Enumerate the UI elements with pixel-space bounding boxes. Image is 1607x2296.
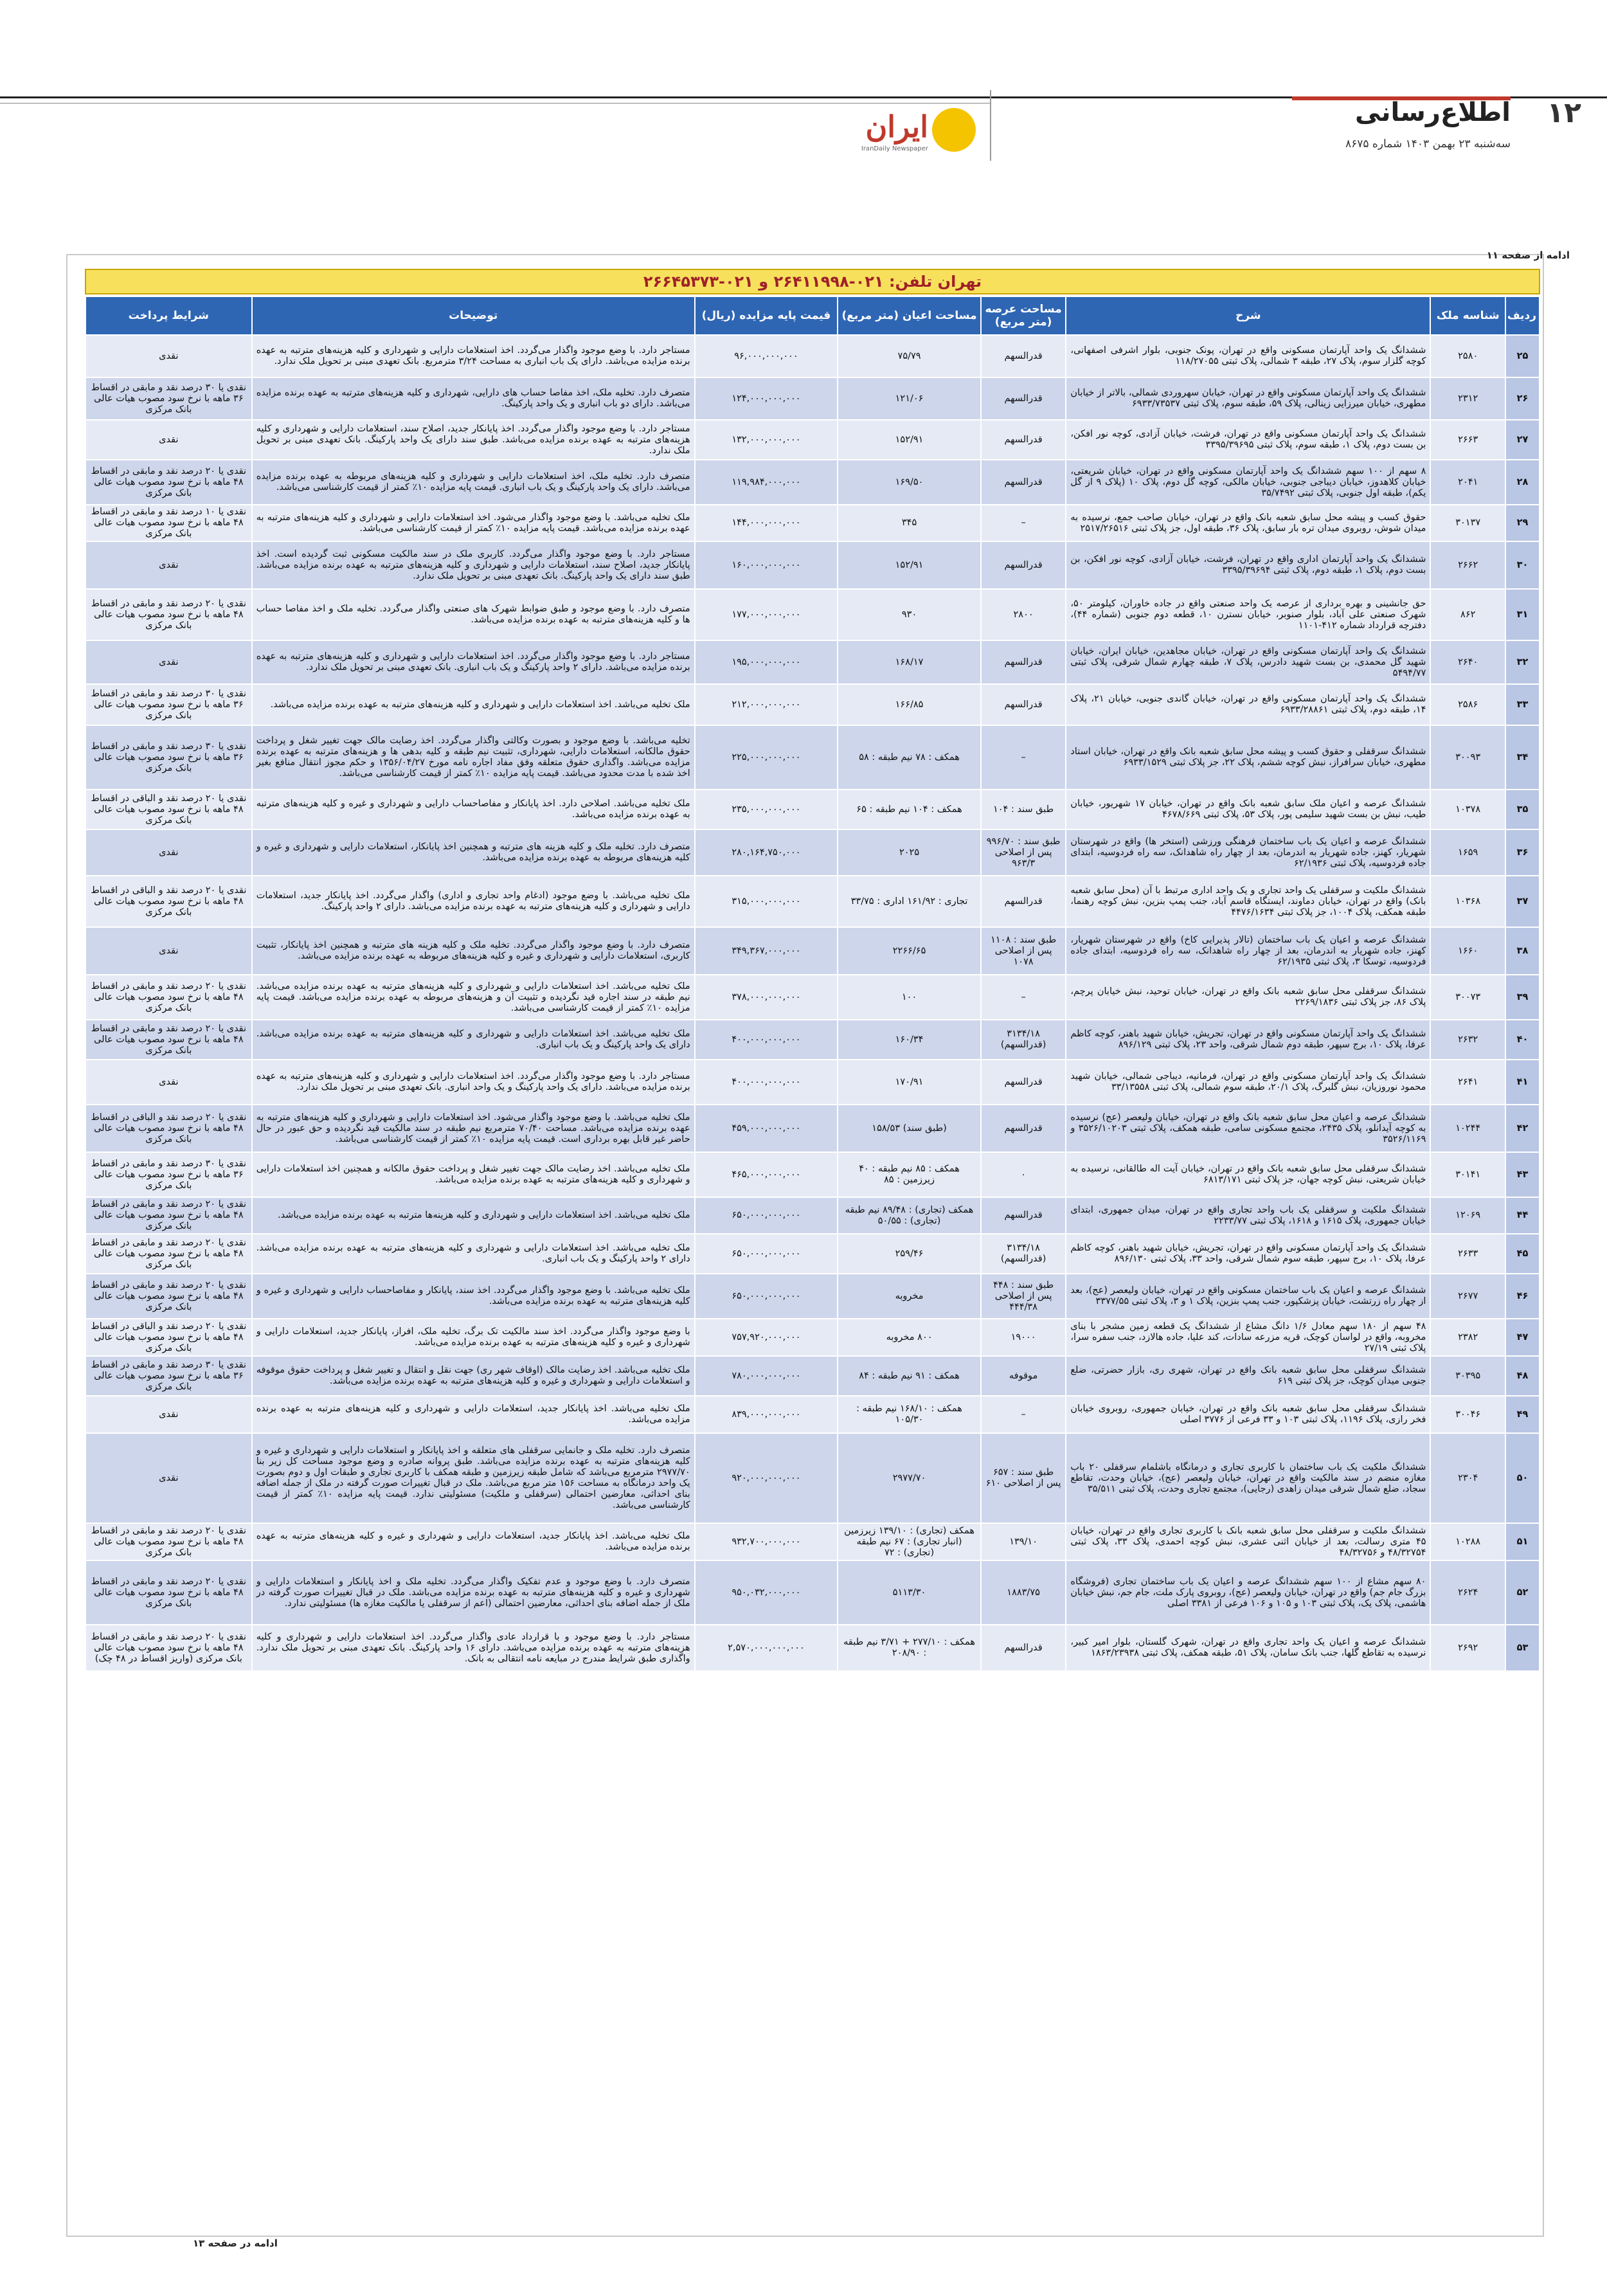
- cell-notes: متصرف دارد. تخلیه ملک و جانمایی سرقفلی های متعلقه و اخذ پایانکار و استعلامات دارایی و شهرداری و غیره و کلیه هزینه‌های مترتبه به عهده برنده مزایده می‌باشد. طبق پروانه صادره و وضع موجود مساحت کل زیر بنا ۲۹۷۷/۷۰ مترمربع می‌باشد که شامل طبقه زیرزمین و طبقه همکف با کاربری تجاری و طبقات اول و دوم بصورت یک واحد درمانگاه به مساحت ۱۵۶ متر مربع می‌باشد. ملک در قبال تغییرات صورت گرفته در ملک از جمله اضافه بنای احداثی، معارضین احتمالی (سرقفلی و ملکیت) مسئولیتی ندارد. قیمت پایه مزایده ۱۰٪ کمتر از قیمت کارشناسی می‌باشد.: [252, 1433, 695, 1523]
- cell-price: ۶۵۰,۰۰۰,۰۰۰,۰۰۰: [695, 1197, 838, 1234]
- cell-id: ۱۰۳۷۸: [1430, 790, 1505, 829]
- cell-radif: ۲۷: [1505, 420, 1540, 460]
- cell-desc: ششدانگ عرصه و اعیان یک باب ساختمان مسکونی واقع در تهران، خیابان ولیعصر (عج)، بعد از چهار راه زرتشت، خیابان پزشکپور، جنب پمپ بنزین، پلاک ۱ و ۳، پلاک ثبتی ۳۳۷۷/۵۵: [1066, 1274, 1430, 1319]
- table-header-row: [85, 296, 1540, 335]
- cell-price: ۲,۵۷۰,۰۰۰,۰۰۰,۰۰۰: [695, 1625, 838, 1671]
- cell-notes: مستاجر دارد. با وضع موجود واگذار می‌گردد. اخذ پایانکار جدید، اصلاح سند، استعلامات دارایی و شهرداری و کلیه هزینه‌های مترتبه به عهده برنده مزایده می‌باشد. طبق سند دارای یک واحد پارکینگ. بانک تعهدی مبنی بر تحویل ملک ندارد.: [252, 420, 695, 460]
- cell-pay: نقدی: [85, 1060, 252, 1105]
- cell-notes: ملک تخلیه می‌باشد. اخذ رضایت مالک (اوقاف شهر ری) جهت نقل و انتقال و تغییر شغل و پرداخت حقوق موقوفه و استعلامات دارایی و شهرداری و غیره و کلیه هزینه‌های مترتبه به عهده برنده مزایده می‌باشد.: [252, 1356, 695, 1396]
- cell-desc: ششدانگ عرصه و اعیان یک باب ساختمان (تالار پذیرایی کاخ) واقع در شهرستان شهریار، کهنز، جاده شهریار به اندرمان، بعد از چهار راه شاهدانک، سه راه فردوسیه، ابتدای جاده فردوسیه، توسکا ۳، پلاک ثبتی ۶۲/۱۹۳۵: [1066, 927, 1430, 975]
- cell-ayan: تجاری : ۱۶۱/۹۲ اداری : ۳۳/۷۵: [838, 876, 981, 927]
- cell-radif: ۲۵: [1505, 335, 1540, 377]
- cell-desc: ششدانگ ملکیت و سرقفلی یک باب واحد تجاری واقع در تهران، میدان جمهوری، ابتدای خیابان جمهوری، پلاک ۱۶۱۵ و ۱۶۱۸، پلاک ثبتی ۲۲۳۳/۷۷: [1066, 1197, 1430, 1234]
- cell-radif: ۴۲: [1505, 1105, 1540, 1152]
- cell-notes: متصرف دارد. با وضع موجود و عدم تفکیک واگذار می‌گردد. تخلیه ملک و اخذ پایانکار و استعلامات دارایی و شهرداری و غیره و کلیه هزینه‌های مترتبه به عهده برنده مزایده می‌باشد. ملک در قبال تغییرات صورت گرفته در ملک از جمله اضافه بنای احداثی، معارضین احتمالی (اعم از سرقفلی یا مالکیت مغازه ها) مسئولیتی ندارد.: [252, 1560, 695, 1625]
- cell-pay: نقدی یا ۳۰ درصد نقد و مابقی در اقساط ۳۶ ماهه با نرخ سود مصوب هیات عالی بانک مرکزی: [85, 725, 252, 790]
- cell-desc: حق جانشینی و بهره برداری از عرصه یک واحد صنعتی واقع در جاده خاوران، کیلومتر ۵۰، شهرک صنعتی علی آباد، بلوار صنوبر، خیابان نسترن ۱۰، قطعه دوم جنوبی (شماره ۴۴)، دفترچه قرارداد شماره ۴۱۲-۱۱۰۱: [1066, 589, 1430, 640]
- cell-pay: نقدی یا ۲۰ درصد نقد و مابقی در اقساط ۴۸ ماهه با نرخ سود مصوب هیات عالی بانک مرکزی: [85, 460, 252, 505]
- cell-price: ۱۳۲,۰۰۰,۰۰۰,۰۰۰: [695, 420, 838, 460]
- logo-subtitle: IranDaily Newspaper: [861, 145, 928, 152]
- cell-price: ۱۴۴,۰۰۰,۰۰۰,۰۰۰: [695, 505, 838, 541]
- cell-pay: نقدی یا ۲۰ درصد نقد و مابقی در اقساط ۴۸ ماهه با نرخ سود مصوب هیات عالی بانک مرکزی (واریز اقساط در ۴۸ چک): [85, 1625, 252, 1671]
- cell-price: ۳۴۹,۳۶۷,۰۰۰,۰۰۰: [695, 927, 838, 975]
- table-row: [85, 420, 1540, 460]
- table-row: [85, 1060, 1540, 1105]
- cell-notes: تخلیه می‌باشد. با وضع موجود و بصورت وکالتی واگذار می‌گردد. اخذ رضایت مالک جهت تغییر شغل و پرداخت حقوق مالکانه، استعلامات دارایی، شهرداری، تثبیت نیم طبقه و کلیه بدهی ها و هزینه‌های مترتبه به عهده برنده مزایده می‌باشد. واگذاری حقوق متعلقه وفق مفاد اجاره نامه مورخ ۱۳۵۶/۰۴/۲۷ و حکم مجوز انتقال منافع بغیر اخذ شده با مدت محدود می‌باشد. قیمت پایه مزایده ۱۰٪ کمتر از قیمت کارشناسی می‌باشد.: [252, 725, 695, 790]
- cell-id: ۳۰۰۹۳: [1430, 725, 1505, 790]
- cell-price: ۱۷۷,۰۰۰,۰۰۰,۰۰۰: [695, 589, 838, 640]
- cell-price: ۶۵۰,۰۰۰,۰۰۰,۰۰۰: [695, 1234, 838, 1274]
- table-body: [85, 335, 1540, 1671]
- cell-price: ۲۸۰,۱۶۴,۷۵۰,۰۰۰: [695, 829, 838, 876]
- cell-radif: ۴۱: [1505, 1060, 1540, 1105]
- section-title: اطلاع‌رسانی: [1355, 98, 1511, 127]
- cell-arse: قدرالسهم: [981, 460, 1066, 505]
- cell-pay: نقدی یا ۲۰ درصد نقد و مابقی در اقساط ۴۸ ماهه با نرخ سود مصوب هیات عالی بانک مرکزی: [85, 1234, 252, 1274]
- cell-arse: ۰: [981, 1152, 1066, 1197]
- cell-id: ۸۶۲: [1430, 589, 1505, 640]
- cell-desc: ششدانگ ملکیت یک باب ساختمان با کاربری تجاری و درمانگاه باشلمام سرقفلی ۲۰ باب مغازه منضم در سند مالکیت واقع در تهران، خیابان ولیعصر (عج)، خیابان وحدت، تقاطع سجاد، ضلع شمال شرقی میدان زاهدی (رجایی)، مجتمع تجاری وحدت، پلاک ثبتی ۳۵/۵۱۱: [1066, 1433, 1430, 1523]
- table-row: [85, 505, 1540, 541]
- cell-ayan: ۱۰۰: [838, 975, 981, 1020]
- table-row: [85, 927, 1540, 975]
- table-row: [85, 975, 1540, 1020]
- table-row: [85, 335, 1540, 377]
- table-row: [85, 460, 1540, 505]
- cell-price: ۲۱۲,۰۰۰,۰۰۰,۰۰۰: [695, 684, 838, 725]
- cell-desc: ۸ سهم از ۱۰۰ سهم ششدانگ یک واحد آپارتمان مسکونی واقع در تهران، خیابان شریعتی، خیابان کلاهدوز، خیابان دیباجی جنوبی، خیابان مالکی، کوچه گل دوم، پلاک ۱۰ (پلاک ۹ از گل یکم)، طبقه اول جنوبی، پلاک ثبتی ۳۵/۷۴۹۲: [1066, 460, 1430, 505]
- cell-notes: ملک تخلیه می‌باشد. با وضع موجود واگذار می‌شود. اخذ استعلامات دارایی و شهرداری و کلیه هزینه‌های مترتبه به عهده برنده مزایده می‌باشد. مساحت ۷۰/۴۰ مترمربع نیم طبقه در سند مالکیت قید نگردیده و حق عبور در حال حاضر غیر قابل بهره برداری است. قیمت پایه مزایده ۱۰٪ کمتر از قیمت کارشناسی می‌باشد.: [252, 1105, 695, 1152]
- cell-notes: ملک تخلیه می‌باشد. اخذ استعلامات دارایی و شهرداری و کلیه هزینه‌های مترتبه به عهده برنده مزایده می‌باشد. دارای یک واحد پارکینگ و یک باب انباری.: [252, 1020, 695, 1060]
- cell-pay: نقدی یا ۲۰ درصد نقد و مابقی در اقساط ۴۸ ماهه با نرخ سود مصوب هیات عالی بانک مرکزی: [85, 1523, 252, 1560]
- cell-arse: قدرالسهم: [981, 420, 1066, 460]
- cell-desc: ششدانگ یک واحد آپارتمان مسکونی واقع در تهران، پونک جنوبی، بلوار اشرفی اصفهانی، کوچه گلزار سوم، پلاک ۲۷، طبقه ۳ شمالی، پلاک ثبتی ۱۱۸/۲۷۰۵۵: [1066, 335, 1430, 377]
- cell-id: ۲۶۴۱: [1430, 1060, 1505, 1105]
- cell-desc: ششدانگ ملکیت و سرقفلی محل سابق شعبه بانک با کاربری تجاری واقع در تهران، خیابان ۴۵ متری رسالت، بعد از خیابان اثنی عشری، نبش کوچه احمدی، پلاک ۳۳، پلاک ثبتی ۴۸/۳۲۷۵۴ و ۴۸/۳۲۷۵۶: [1066, 1523, 1430, 1560]
- cell-id: ۳۰۳۹۵: [1430, 1356, 1505, 1396]
- cell-pay: نقدی یا ۲۰ درصد نقد و الباقی در اقساط ۴۸ ماهه با نرخ سود مصوب هیات عالی بانک مرکزی: [85, 1319, 252, 1356]
- cell-desc: ۴۸ سهم از ۱۸۰ سهم معادل ۱/۶ دانگ مشاع از ششدانگ یک قطعه زمین مشجر با بنای مخروبه، واقع در لواسان کوچک، قریه مزرعه سادات، کند علیا، جاده هالازد، جنب سفره سرا، پلاک ثبتی ۲۷/۱۹: [1066, 1319, 1430, 1356]
- cell-radif: ۵۲: [1505, 1560, 1540, 1625]
- cell-radif: ۴۳: [1505, 1152, 1540, 1197]
- cell-pay: نقدی یا ۳۰ درصد نقد و مابقی در اقساط ۳۶ ماهه با نرخ سود مصوب هیات عالی بانک مرکزی: [85, 1152, 252, 1197]
- cell-notes: متصرف دارد. تخلیه ملک، اخذ مفاصا حساب های دارایی، شهرداری و کلیه هزینه‌های مترتبه به عهده برنده مزایده می‌باشد. دارای دو باب انباری و یک واحد پارکینگ.: [252, 377, 695, 420]
- cell-pay: نقدی: [85, 420, 252, 460]
- cell-id: ۲۶۹۲: [1430, 1625, 1505, 1671]
- cell-id: ۲۶۶۳: [1430, 420, 1505, 460]
- cell-pay: نقدی یا ۳۰ درصد نقد و مابقی در اقساط ۳۶ ماهه با نرخ سود مصوب هیات عالی بانک مرکزی: [85, 1356, 252, 1396]
- cell-radif: ۴۰: [1505, 1020, 1540, 1060]
- table-row: [85, 377, 1540, 420]
- cell-pay: نقدی یا ۳۰ درصد نقد و مابقی در اقساط ۳۶ ماهه با نرخ سود مصوب هیات عالی بانک مرکزی: [85, 377, 252, 420]
- cell-radif: ۳۳: [1505, 684, 1540, 725]
- cell-ayan: همکف : ۸۵ نیم طبقه : ۴۰ زیرزمین : ۸۵: [838, 1152, 981, 1197]
- table-row: [85, 1020, 1540, 1060]
- cell-price: ۳۱۵,۰۰۰,۰۰۰,۰۰۰: [695, 876, 838, 927]
- cell-price: ۷۵۷,۹۲۰,۰۰۰,۰۰۰: [695, 1319, 838, 1356]
- cell-price: ۸۳۹,۰۰۰,۰۰۰,۰۰۰: [695, 1396, 838, 1433]
- cell-notes: متصرف دارد. با وضع موجود واگذار می‌گردد. تخلیه ملک و کلیه هزینه های مترتبه و همچنین اخذ پایانکار، تثبیت کاربری، استعلامات دارایی و شهرداری و غیره و کلیه هزینه‌های مربوطه به عهده برنده مزایده می‌باشد.: [252, 927, 695, 975]
- cell-notes: مستاجر دارد. با وضع موجود واگذار می‌گردد. اخذ استعلامات دارایی و شهرداری و کلیه هزینه‌های مترتبه به عهده برنده مزایده می‌باشد. دارای ۲ واحد پارکینگ و یک باب انباری. بانک تعهدی مبنی بر تحویل ملک ندارد.: [252, 640, 695, 684]
- cell-ayan: ۲۲۶۶/۶۵: [838, 927, 981, 975]
- cell-radif: ۴۵: [1505, 1234, 1540, 1274]
- table-row: [85, 1197, 1540, 1234]
- cell-id: ۲۵۸۰: [1430, 335, 1505, 377]
- cell-price: ۴۰۰,۰۰۰,۰۰۰,۰۰۰: [695, 1060, 838, 1105]
- cell-desc: ششدانگ عرصه و اعیان یک واحد تجاری واقع در تهران، شهرک گلستان، بلوار امیر کبیر، نرسیده به تقاطع گلها، جنب بانک سامان، پلاک ۵۱، طبقه همکف، پلاک ثبتی ۱۸۶۳/۲۳۹۳۸: [1066, 1625, 1430, 1671]
- cell-radif: ۴۹: [1505, 1396, 1540, 1433]
- cell-id: ۲۶۶۲: [1430, 541, 1505, 589]
- cell-desc: ششدانگ یک واحد آپارتمان مسکونی واقع در تهران، خیابان گاندی جنوبی، خیابان ۲۱، پلاک ۱۴، طبقه دوم، پلاک ثبتی ۶۹۳۳/۲۸۸۶۱: [1066, 684, 1430, 725]
- table-row: [85, 1560, 1540, 1625]
- cell-ayan: ۹۳۰: [838, 589, 981, 640]
- cell-price: ۲۳۵,۰۰۰,۰۰۰,۰۰۰: [695, 790, 838, 829]
- cell-arse: ۲۸۰۰: [981, 589, 1066, 640]
- cell-arse: قدرالسهم: [981, 1197, 1066, 1234]
- cell-arse: قدرالسهم: [981, 1060, 1066, 1105]
- cell-desc: ششدانگ عرصه و اعیان محل سابق شعبه بانک واقع در تهران، خیابان ولیعصر (عج) نرسیده به کوچه آیدانلو، پلاک ۲۴۳۵، مجتمع مسکونی سامی، طبقه همکف، پلاک ثبتی ۳۵۲۶/۱۰۲۰۳ و ۳۵۲۶/۱۱۶۹: [1066, 1105, 1430, 1152]
- cell-ayan: ۱۶۰/۳۴: [838, 1020, 981, 1060]
- cell-id: ۱۲۰۶۹: [1430, 1197, 1505, 1234]
- cell-arse: قدرالسهم: [981, 1105, 1066, 1152]
- cell-desc: ششدانگ یک واحد آپارتمان مسکونی واقع در تهران، فرشت، خیابان آزادی، کوچه نور افکن، بن بست دوم، پلاک ۱، طبقه سوم، پلاک ثبتی ۳۳۹۵/۳۹۶۹۵: [1066, 420, 1430, 460]
- cell-id: ۱۶۵۹: [1430, 829, 1505, 876]
- cell-radif: ۳۶: [1505, 829, 1540, 876]
- cell-ayan: همکف : ۲۷۷/۱۰ + ۳/۷۱ نیم طبقه : ۲۰۸/۹۰: [838, 1625, 981, 1671]
- cell-radif: ۲۹: [1505, 505, 1540, 541]
- cell-price: ۴۵۹,۰۰۰,۰۰۰,۰۰۰: [695, 1105, 838, 1152]
- table-row: [85, 790, 1540, 829]
- cell-radif: ۴۶: [1505, 1274, 1540, 1319]
- table-row: [85, 1396, 1540, 1433]
- cell-id: ۲۶۳۲: [1430, 1020, 1505, 1060]
- issue-date-line: سه‌شنبه ۲۳ بهمن ۱۴۰۳ شماره ۸۶۷۵: [1345, 138, 1511, 150]
- cell-notes: متصرف دارد. با وضع موجود و طبق ضوابط شهرک های صنعتی واگذار می‌گردد. تخلیه ملک و اخذ مفاصا حساب ها و کلیه هزینه‌های مترتبه به عهده برنده مزایده می‌باشد.: [252, 589, 695, 640]
- cell-pay: نقدی یا ۱۰ درصد نقد و مابقی در اقساط ۴۸ ماهه با نرخ سود مصوب هیات عالی بانک مرکزی: [85, 505, 252, 541]
- cell-desc: ششدانگ یک واحد آپارتمان مسکونی واقع در تهران، خیابان مجاهدین، خیابان ایران، خیابان شهید گل محمدی، بن بست شهید دادرس، پلاک ۷، طبقه چهارم شمال شرقی، پلاک ثبتی ۵۴۹۴/۷۷: [1066, 640, 1430, 684]
- cell-id: ۲۳۸۲: [1430, 1319, 1505, 1356]
- col-header-id: شناسه ملک: [1430, 296, 1505, 335]
- cell-pay: نقدی یا ۲۰ درصد نقد و مابقی در اقساط ۴۸ ماهه با نرخ سود مصوب هیات عالی بانک مرکزی: [85, 589, 252, 640]
- cell-pay: نقدی یا ۲۰ درصد نقد و مابقی در اقساط ۴۸ ماهه با نرخ سود مصوب هیات عالی بانک مرکزی: [85, 1197, 252, 1234]
- cell-desc: ششدانگ سرقفلی محل سابق شعبه بانک واقع در تهران، خیابان توحید، نبش خیابان پرچم، پلاک ۸۶، جز پلاک ثبتی ۲۲۶۹/۱۸۳۶: [1066, 975, 1430, 1020]
- table-row: [85, 1152, 1540, 1197]
- cell-desc: ششدانگ سرقفلی محل سابق شعبه بانک واقع در تهران، شهری ری، بازار حضرتی، ضلع جنوبی میدان کوچک، جز پلاک ثبتی ۶۱۹: [1066, 1356, 1430, 1396]
- cell-id: ۲۰۴۱: [1430, 460, 1505, 505]
- cell-price: ۶۵۰,۰۰۰,۰۰۰,۰۰۰: [695, 1274, 838, 1319]
- header-divider: [990, 90, 991, 161]
- cell-id: ۲۶۷۷: [1430, 1274, 1505, 1319]
- cell-arse: طبق سند : ۴۴۸ پس از اصلاحی ۴۴۴/۳۸: [981, 1274, 1066, 1319]
- cell-pay: نقدی: [85, 335, 252, 377]
- cell-ayan: همکف (تجاری) : ۸۹/۴۸ نیم طبقه (تجاری) : ۵۰/۵۵: [838, 1197, 981, 1234]
- newspaper-logo: [854, 108, 976, 159]
- cell-arse: قدرالسهم: [981, 1625, 1066, 1671]
- cell-ayan: همکف (تجاری) : ۱۳۹/۱۰ زیرزمین (انبار تجاری) : ۶۷ نیم طبقه (تجاری) : ۷۲: [838, 1523, 981, 1560]
- cell-ayan: ۲۹۷۷/۷۰: [838, 1433, 981, 1523]
- cell-ayan: همکف : ۱۶۸/۱۰ نیم طبقه : ۱۰۵/۳۰: [838, 1396, 981, 1433]
- cell-price: ۱۲۴,۰۰۰,۰۰۰,۰۰۰: [695, 377, 838, 420]
- cell-arse: ۳۱۳۴/۱۸ (قدرالسهم): [981, 1020, 1066, 1060]
- continued-from-note: ادامه از صفحه ۱۱: [1486, 249, 1570, 261]
- cell-pay: نقدی یا ۲۰ درصد نقد و الباقی در اقساط ۴۸ ماهه با نرخ سود مصوب هیات عالی بانک مرکزی: [85, 876, 252, 927]
- cell-radif: ۵۱: [1505, 1523, 1540, 1560]
- cell-id: ۳۰۰۴۶: [1430, 1396, 1505, 1433]
- cell-id: ۲۶۴۰: [1430, 640, 1505, 684]
- cell-notes: متصرف دارد. تخلیه ملک، اخذ استعلامات دارایی و شهرداری و کلیه هزینه‌های مربوطه به عهده برنده مزایده می‌باشد. دارای یک واحد پارکینگ و یک باب انباری. قیمت پایه مزایده ۱۰٪ کمتر از قیمت کارشناسی می‌باشد.: [252, 460, 695, 505]
- cell-notes: مستاجر دارد. با وضع موجود واگذار می‌گردد. اخذ استعلامات دارایی و شهرداری و کلیه هزینه‌های مترتبه به عهده برنده مزایده می‌باشد. دارای یک باب انباری به مساحت ۳/۲۴ مترمربع. بانک تعهدی مبنی بر تحویل ملک ندارد.: [252, 335, 695, 377]
- cell-radif: ۲۶: [1505, 377, 1540, 420]
- cell-arse: طبق سند : ۱۰۴: [981, 790, 1066, 829]
- cell-ayan: ۳۴۵: [838, 505, 981, 541]
- table-row: [85, 684, 1540, 725]
- cell-arse: –: [981, 505, 1066, 541]
- table-row: [85, 1625, 1540, 1671]
- cell-ayan: ۸۰۰ مخروبه: [838, 1319, 981, 1356]
- cell-notes: متصرف دارد. تخلیه ملک و کلیه هزینه های مترتبه و همچنین اخذ پایانکار، استعلامات دارایی و شهرداری و غیره و کلیه هزینه‌های مربوطه به عهده برنده مزایده می‌باشد.: [252, 829, 695, 876]
- cell-desc: ششدانگ سرقفلی محل سابق شعبه بانک واقع در تهران، خیابان آیت اله طالقانی، نرسیده به خیابان شریعتی، نبش کوچه جهان، جز پلاک ثبتی ۶۸۱۳/۱۷۱: [1066, 1152, 1430, 1197]
- cell-desc: ششدانگ عرصه و اعیان یک باب ساختمان فرهنگی ورزشی (استخر ها) واقع در شهرستان شهریار، کهنز، جاده شهریار به اندرمان، بعد از چهار راه شاهدانک، سه راه فردوسیه، ابتدای جاده فردوسیه، پلاک ثبتی ۶۲/۱۹۳۶: [1066, 829, 1430, 876]
- cell-ayan: ۱۵۲/۹۱: [838, 420, 981, 460]
- cell-price: ۴۶۵,۰۰۰,۰۰۰,۰۰۰: [695, 1152, 838, 1197]
- cell-arse: –: [981, 725, 1066, 790]
- table-row: [85, 589, 1540, 640]
- cell-radif: ۳۷: [1505, 876, 1540, 927]
- table-row: [85, 1234, 1540, 1274]
- logo-wordmark: ایران: [865, 109, 928, 144]
- logo-sun-icon: [932, 108, 976, 152]
- cell-radif: ۴۴: [1505, 1197, 1540, 1234]
- cell-pay: نقدی: [85, 927, 252, 975]
- col-header-ayan: مساحت اعیان (متر مربع): [838, 296, 981, 335]
- col-header-desc: شرح: [1066, 296, 1430, 335]
- cell-notes: ملک تخلیه می‌باشد. با وضع موجود واگذار می‌شود. اخذ استعلامات دارایی و شهرداری و کلیه هزینه‌های مترتبه به عهده برنده مزایده می‌باشد. قیمت پایه مزایده ۱۰٪ کمتر از قیمت کارشناسی می‌باشد.: [252, 505, 695, 541]
- cell-desc: ۸۰ سهم مشاع از ۱۰۰ سهم ششدانگ عرصه و اعیان یک باب ساختمان تجاری (فروشگاه بزرگ جام جم) واقع در تهران، خیابان ولیعصر (عج)، روبروی پارک ملت، جام جم، نبش خیابان هاشمی، پلاک یک، پلاک ثبتی ۱۰۳ و ۱۰۵ و ۱۰۶ فرعی از ۳۳۸۱ اصلی: [1066, 1560, 1430, 1625]
- cell-price: ۳۷۸,۰۰۰,۰۰۰,۰۰۰: [695, 975, 838, 1020]
- cell-id: ۳۰۱۳۷: [1430, 505, 1505, 541]
- cell-id: ۳۰۱۴۱: [1430, 1152, 1505, 1197]
- cell-pay: نقدی یا ۲۰ درصد نقد و الباقی در اقساط ۴۸ ماهه با نرخ سود مصوب هیات عالی بانک مرکزی: [85, 1105, 252, 1152]
- cell-ayan: همکف : ۹۱ نیم طبقه : ۸۴: [838, 1356, 981, 1396]
- cell-notes: ملک تخلیه می‌باشد. اخذ رضایت مالک جهت تغییر شغل و پرداخت حقوق مالکانه و همچنین اخذ استعلامات دارایی و شهرداری و کلیه هزینه‌های مترتبه به عهده برنده مزایده می‌باشد.: [252, 1152, 695, 1197]
- cell-ayan: ۱۶۸/۱۷: [838, 640, 981, 684]
- cell-radif: ۳۹: [1505, 975, 1540, 1020]
- table-row: [85, 1356, 1540, 1396]
- col-header-notes: توضیحات: [252, 296, 695, 335]
- table-row: [85, 1433, 1540, 1523]
- cell-notes: ملک تخلیه می‌باشد. اخذ استعلامات دارایی و شهرداری و کلیه هزینه‌های مترتبه به عهده برنده مزایده می‌باشد. دارای ۲ واحد پارکینگ و یک باب انباری.: [252, 1234, 695, 1274]
- cell-arse: موقوفه: [981, 1356, 1066, 1396]
- cell-radif: ۳۵: [1505, 790, 1540, 829]
- cell-radif: ۵۰: [1505, 1433, 1540, 1523]
- cell-id: ۲۳۱۲: [1430, 377, 1505, 420]
- table-row: [85, 829, 1540, 876]
- cell-arse: قدرالسهم: [981, 640, 1066, 684]
- cell-radif: ۳۲: [1505, 640, 1540, 684]
- cell-radif: ۳۱: [1505, 589, 1540, 640]
- cell-desc: ششدانگ یک واحد آپارتمان اداری واقع در تهران، فرشت، خیابان آزادی، کوچه نور افکن، بن بست دوم، پلاک ۱، طبقه دوم، پلاک ثبتی ۳۳۹۵/۳۹۶۹۴: [1066, 541, 1430, 589]
- cell-price: ۹۲۰,۰۰۰,۰۰۰,۰۰۰: [695, 1433, 838, 1523]
- cell-pay: نقدی: [85, 541, 252, 589]
- table-row: [85, 876, 1540, 927]
- cell-id: ۲۶۲۴: [1430, 1560, 1505, 1625]
- cell-pay: نقدی یا ۲۰ درصد نقد و مابقی در اقساط ۴۸ ماهه با نرخ سود مصوب هیات عالی بانک مرکزی: [85, 975, 252, 1020]
- cell-price: ۲۲۵,۰۰۰,۰۰۰,۰۰۰: [695, 725, 838, 790]
- phone-banner: تهران تلفن: ۰۲۱-۲۶۴۱۱۹۹۸ و ۰۲۱-۲۶۶۴۵۳۷۳: [85, 269, 1540, 294]
- table-row: [85, 541, 1540, 589]
- cell-arse: ۱۹۰۰۰: [981, 1319, 1066, 1356]
- cell-notes: ملک تخلیه می‌باشد. اخذ استعلامات دارایی و شهرداری و کلیه هزینه‌ها مترتبه به عهده برنده مزایده می‌باشد.: [252, 1197, 695, 1234]
- cell-notes: ملک تخلیه می‌باشد. اخذ استعلامات دارایی و شهرداری و کلیه هزینه‌های مترتبه به عهده برنده مزایده می‌باشد.: [252, 684, 695, 725]
- cell-notes: مستاجر دارد. با وضع موجود واگذار می‌گردد. کاربری ملک در سند مالکیت مسکونی ثبت گردیده است. اخذ پایانکار جدید، اصلاح سند، استعلامات دارایی و شهرداری و کلیه هزینه‌های مترتبه به عهده برنده مزایده می‌باشد. طبق سند دارای یک واحد پارکینگ. بانک تعهدی مبنی بر تحویل ملک ندارد.: [252, 541, 695, 589]
- cell-notes: مستاجر دارد. با وضع موجود واگذار می‌گردد. اخذ استعلامات دارایی و شهرداری و کلیه هزینه‌های مترتبه به عهده برنده مزایده می‌باشد. دارای یک واحد پارکینگ و یک واحد انباری. بانک تعهدی مبنی بر تحویل ملک ندارد.: [252, 1060, 695, 1105]
- cell-price: ۹۶,۰۰۰,۰۰۰,۰۰۰: [695, 335, 838, 377]
- cell-radif: ۴۷: [1505, 1319, 1540, 1356]
- cell-ayan: ۲۵۹/۴۶: [838, 1234, 981, 1274]
- cell-notes: ملک تخلیه می‌باشد. با وضع موجود (ادغام واحد تجاری و اداری) واگذار می‌گردد. اخذ پایانکار جدید، استعلامات دارایی و شهرداری و کلیه هزینه‌های مترتبه به عهده برنده مزایده می‌باشد. دارای ۲ واحد پارکینگ.: [252, 876, 695, 927]
- cell-arse: –: [981, 1396, 1066, 1433]
- cell-pay: نقدی یا ۳۰ درصد نقد و مابقی در اقساط ۳۶ ماهه با نرخ سود مصوب هیات عالی بانک مرکزی: [85, 684, 252, 725]
- cell-arse: قدرالسهم: [981, 335, 1066, 377]
- cell-pay: نقدی: [85, 1396, 252, 1433]
- cell-ayan: ۱۶۹/۵۰: [838, 460, 981, 505]
- col-header-radif: ردیف: [1505, 296, 1540, 335]
- auction-table: [85, 296, 1540, 1672]
- col-header-price: قیمت پایه مزایده (ریال): [695, 296, 838, 335]
- cell-notes: ملک تخلیه می‌باشد. اخذ پایانکار جدید، استعلامات دارایی و شهرداری و غیره و کلیه هزینه‌های مترتبه به عهده برنده مزایده می‌باشد.: [252, 1523, 695, 1560]
- cell-arse: طبق سند : ۹۹۶/۷۰ پس از اصلاحی ۹۶۳/۳: [981, 829, 1066, 876]
- cell-price: ۹۳۲,۷۰۰,۰۰۰,۰۰۰: [695, 1523, 838, 1560]
- cell-radif: ۳۰: [1505, 541, 1540, 589]
- cell-arse: قدرالسهم: [981, 377, 1066, 420]
- cell-notes: ملک تخلیه می‌باشد. اخذ پایانکار جدید، استعلامات دارایی و شهرداری و کلیه هزینه‌های مترتبه به عهده برنده مزایده می‌باشد.: [252, 1396, 695, 1433]
- cell-ayan: ۵۱۱۳/۳۰: [838, 1560, 981, 1625]
- cell-ayan: ۱۲۱/۰۶: [838, 377, 981, 420]
- cell-arse: ۱۸۸۳/۷۵: [981, 1560, 1066, 1625]
- cell-id: ۱۰۳۶۸: [1430, 876, 1505, 927]
- cell-arse: قدرالسهم: [981, 876, 1066, 927]
- table-row: [85, 1274, 1540, 1319]
- cell-ayan: ۱۷۰/۹۱: [838, 1060, 981, 1105]
- cell-ayan: (طبق سند) ۱۵۸/۵۳: [838, 1105, 981, 1152]
- cell-notes: با وضع موجود واگذار می‌گردد. اخذ سند مالکیت تک برگ، تخلیه ملک، افراز، پایانکار جدید، استعلامات دارایی و شهرداری و غیره و کلیه هزینه‌های مترتبه به عهده برنده مزایده می‌باشد.: [252, 1319, 695, 1356]
- table-row: [85, 1105, 1540, 1152]
- table-row: [85, 640, 1540, 684]
- cell-desc: ششدانگ یک واحد آپارتمان مسکونی واقع در تهران، تجریش، خیابان شهید باهنر، کوچه کاظم عرفا، پلاک ۱۰، برج سپهر، طبقه سوم شمال شرقی، واحد ۳۳، پلاک ثبتی ۸۹۶/۱۳۰: [1066, 1234, 1430, 1274]
- cell-desc: ششدانگ سرقفلی محل سابق شعبه بانک واقع در تهران، خیابان جمهوری، روبروی خیابان فخر رازی، پلاک ۱۱۹۶، پلاک ثبتی ۱۰۳ و ۳۳ فرعی از ۳۷۷۶ اصلی: [1066, 1396, 1430, 1433]
- continued-to-note: ادامه در صفحه ۱۳: [193, 2237, 278, 2249]
- cell-id: ۳۰۰۷۳: [1430, 975, 1505, 1020]
- cell-desc: ششدانگ یک واحد آپارتمان مسکونی واقع در تهران، فرمانیه، دیباجی شمالی، خیابان شهید محمود نوروزیان، نبش گلبرگ، پلاک ۲۰/۱، طبقه سوم شمالی، پلاک ثبتی ۳۳/۱۳۵۵۸: [1066, 1060, 1430, 1105]
- col-header-pay: شرایط پرداخت: [85, 296, 252, 335]
- cell-notes: ملک تخلیه می‌باشد. اخذ استعلامات دارایی و شهرداری و کلیه هزینه‌های مترتبه به عهده برنده مزایده می‌باشد. نیم طبقه در سند اجاره قید نگردیده و تثبیت آن و هزینه‌های مربوطه به عهده برنده مزایده می‌باشد. قیمت پایه مزایده ۱۰٪ کمتر از قیمت کارشناسی می‌باشد.: [252, 975, 695, 1020]
- cell-desc: ششدانگ یک واحد آپارتمان مسکونی واقع در تهران، خیابان سهروردی شمالی، بالاتر از خیابان مطهری، خیابان میرزایی زینالی، پلاک ۵۹، طبقه سوم، پلاک ثبتی ۶۹۳۳/۷۳۵۳۷: [1066, 377, 1430, 420]
- col-header-arse: مساحت عرصه (متر مربع): [981, 296, 1066, 335]
- cell-pay: نقدی یا ۲۰ درصد نقد و الباقی در اقساط ۴۸ ماهه با نرخ سود مصوب هیات عالی بانک مرکزی: [85, 790, 252, 829]
- cell-ayan: مخروبه: [838, 1274, 981, 1319]
- cell-notes: ملک تخلیه می‌باشد. با وضع موجود واگذار می‌گردد. اخذ سند، پایانکار و مفاصاحساب دارایی و شهرداری و غیره و کلیه هزینه‌های مترتبه به عهده برنده مزایده می‌باشد.: [252, 1274, 695, 1319]
- cell-arse: قدرالسهم: [981, 541, 1066, 589]
- cell-arse: ۱۳۹/۱۰: [981, 1523, 1066, 1560]
- cell-desc: ششدانگ ملکیت و سرقفلی یک واحد تجاری و یک واحد اداری مرتبط با آن (محل سابق شعبه بانک) واقع در تهران، خیابان دماوند، ایستگاه قاسم آباد، جنب پمپ بنزین، نبش کوچه رهنما، طبقه همکف، پلاک ۱۰۰۴، جز پلاک ثبتی ۴۴۷۶/۱۶۳۴: [1066, 876, 1430, 927]
- cell-desc: ششدانگ عرصه و اعیان ملک سابق شعبه بانک واقع در تهران، خیابان ۱۷ شهریور، خیابان طیب، نبش بن بست شهید سلیمی پور، پلاک ۵۳، پلاک ثبتی ۴۶۷۸/۶۶۹: [1066, 790, 1430, 829]
- cell-radif: ۵۳: [1505, 1625, 1540, 1671]
- cell-pay: نقدی یا ۲۰ درصد نقد و مابقی در اقساط ۴۸ ماهه با نرخ سود مصوب هیات عالی بانک مرکزی: [85, 1560, 252, 1625]
- cell-radif: ۳۸: [1505, 927, 1540, 975]
- cell-notes: ملک تخلیه می‌باشد. اصلاحی دارد. اخذ پایانکار و مفاصاحساب دارایی و شهرداری و غیره و کلیه هزینه‌های مترتبه به عهده برنده مزایده می‌باشد.: [252, 790, 695, 829]
- cell-id: ۲۵۸۶: [1430, 684, 1505, 725]
- page-number: ۱۲: [1547, 96, 1581, 129]
- cell-id: ۲۶۳۳: [1430, 1234, 1505, 1274]
- cell-arse: قدرالسهم: [981, 684, 1066, 725]
- cell-arse: طبق سند : ۱۱۰۸ پس از اصلاحی ۱۰۷۸: [981, 927, 1066, 975]
- table-row: [85, 725, 1540, 790]
- cell-price: ۱۱۹,۹۸۴,۰۰۰,۰۰۰: [695, 460, 838, 505]
- cell-ayan: ۱۶۶/۸۵: [838, 684, 981, 725]
- cell-ayan: ۷۵/۷۹: [838, 335, 981, 377]
- cell-arse: –: [981, 975, 1066, 1020]
- cell-id: ۱۰۲۸۸: [1430, 1523, 1505, 1560]
- cell-radif: ۲۸: [1505, 460, 1540, 505]
- cell-pay: نقدی یا ۲۰ درصد نقد و مابقی در اقساط ۴۸ ماهه با نرخ سود مصوب هیات عالی بانک مرکزی: [85, 1274, 252, 1319]
- cell-desc: ششدانگ یک واحد آپارتمان مسکونی واقع در تهران، تجریش، خیابان شهید باهنر، کوچه کاظم عرفا، پلاک ۱۰، برج سپهر، طبقه دوم شمال شرقی، واحد ۲۳، پلاک ثبتی ۸۹۶/۱۲۹: [1066, 1020, 1430, 1060]
- cell-ayan: ۱۵۲/۹۱: [838, 541, 981, 589]
- cell-id: ۱۰۲۴۴: [1430, 1105, 1505, 1152]
- cell-ayan: همکف : ۷۸ نیم طبقه : ۵۸: [838, 725, 981, 790]
- cell-price: ۱۹۵,۰۰۰,۰۰۰,۰۰۰: [695, 640, 838, 684]
- cell-desc: ششدانگ سرقفلی و حقوق کسب و پیشه محل سابق شعبه بانک واقع در تهران، خیابان استاد مطهری، خیابان سرافراز، نبش کوچه ششم، پلاک ۲۲، جز پلاک ثبتی ۶۹۳۳/۱۵۲۹: [1066, 725, 1430, 790]
- cell-pay: نقدی یا ۲۰ درصد نقد و مابقی در اقساط ۴۸ ماهه با نرخ سود مصوب هیات عالی بانک مرکزی: [85, 1020, 252, 1060]
- cell-price: ۱۶۰,۰۰۰,۰۰۰,۰۰۰: [695, 541, 838, 589]
- cell-price: ۹۵۰,۰۳۲,۰۰۰,۰۰۰: [695, 1560, 838, 1625]
- cell-pay: نقدی: [85, 829, 252, 876]
- cell-id: ۲۳۰۴: [1430, 1433, 1505, 1523]
- cell-desc: حقوق کسب و پیشه محل سابق شعبه بانک واقع در تهران، خیابان صاحب جمع، نرسیده به میدان شوش، روبروی میدان تره بار سابق، پلاک ۳۶، طبقه اول، جز پلاک ثبتی ۲۵۱۷/۲۶۵۱۶: [1066, 505, 1430, 541]
- cell-ayan: همکف : ۱۰۴ نیم طبقه : ۶۵: [838, 790, 981, 829]
- cell-pay: نقدی: [85, 640, 252, 684]
- table-row: [85, 1319, 1540, 1356]
- cell-price: ۷۸۰,۰۰۰,۰۰۰,۰۰۰: [695, 1356, 838, 1396]
- cell-pay: نقدی: [85, 1433, 252, 1523]
- cell-arse: طبق سند : ۶۵۷ پس از اصلاحی ۶۱۰: [981, 1433, 1066, 1523]
- cell-radif: ۳۴: [1505, 725, 1540, 790]
- cell-notes: مستاجر دارد. با وضع موجود و با قرارداد عادی واگذار می‌گردد. اخذ استعلامات دارایی و شهرداری و کلیه هزینه‌های مترتبه به عهده برنده مزایده می‌باشد. دارای ۱۶ واحد پارکینگ. بانک تعهدی مبنی بر تحویل ملک ندارد. واگذاری طبق شرایط مندرج در مبایعه نامه انتقالی به بانک.: [252, 1625, 695, 1671]
- cell-arse: ۳۱۳۴/۱۸ (قدرالسهم): [981, 1234, 1066, 1274]
- cell-id: ۱۶۶۰: [1430, 927, 1505, 975]
- header-rule-thin: [0, 103, 990, 104]
- table-row: [85, 1523, 1540, 1560]
- cell-radif: ۴۸: [1505, 1356, 1540, 1396]
- cell-ayan: ۲۰۲۵: [838, 829, 981, 876]
- cell-price: ۴۰۰,۰۰۰,۰۰۰,۰۰۰: [695, 1020, 838, 1060]
